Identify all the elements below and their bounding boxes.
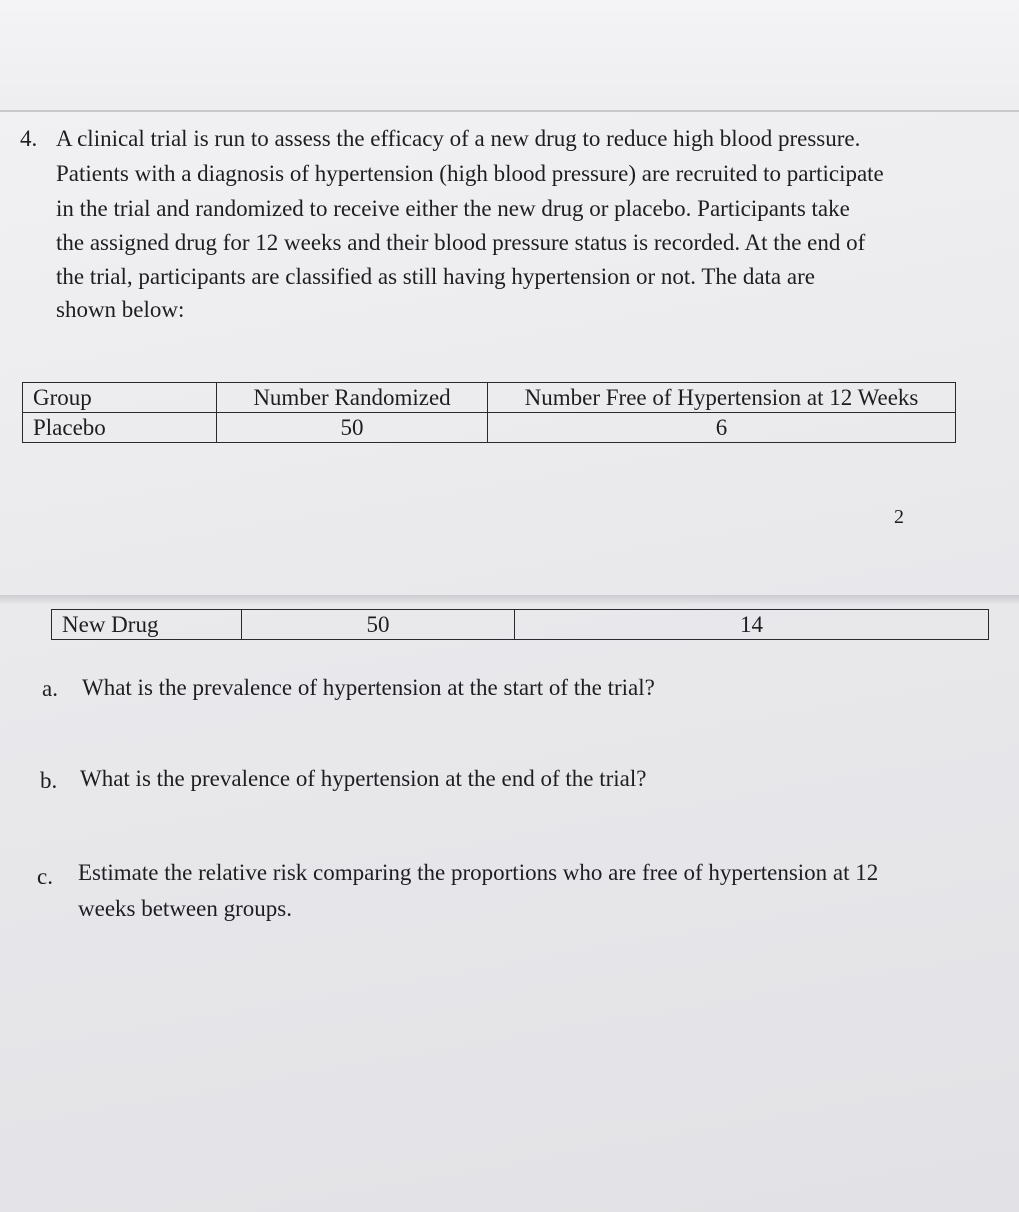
header-number-free: Number Free of Hypertension at 12 Weeks [488,383,956,413]
question-line-4: the assigned drug for 12 weeks and their blood pressure status is recorded. At the end of [56,230,866,255]
cell-group-new-drug: New Drug [52,610,242,640]
cell-randomized-placebo: 50 [217,413,488,443]
previous-page-area [0,0,1019,110]
question-line-2: Patients with a diagnosis of hypertension (high blood pressure) are recruited to participate [56,161,884,186]
subquestion-a-text: What is the prevalence of hypertension at the start of the trial? [82,675,655,700]
data-table-bottom [51,609,989,640]
data-table-top [22,382,956,443]
cell-group-placebo: Placebo [23,413,217,443]
cell-free-new-drug: 14 [515,610,989,640]
header-number-randomized: Number Randomized [217,383,488,413]
page-number: 2 [894,506,904,528]
subquestion-c-line-2: weeks between groups. [78,896,292,921]
question-line-6: shown below: [56,297,185,322]
page-fold [0,595,1019,605]
header-group: Group [23,383,217,413]
table-row [52,610,989,640]
subquestion-a-label: a. [42,676,58,701]
subquestion-b-label: b. [40,768,58,793]
subquestion-b-text: What is the prevalence of hypertension at the end of the trial? [80,766,647,791]
question-line-5: the trial, participants are classified as still having hypertension or not. The data are [56,264,815,289]
subquestion-c-line-1: Estimate the relative risk comparing the proportions who are free of hypertension at 12 [78,860,879,885]
cell-free-placebo: 6 [488,413,956,443]
cell-randomized-new-drug: 50 [242,610,515,640]
question-line-3: in the trial and randomized to receive either the new drug or placebo. Participants take [56,196,850,221]
question-line-1: A clinical trial is run to assess the efficacy of a new drug to reduce high blood pressure. [56,126,861,151]
table-row [23,413,956,443]
table-header-row [23,383,956,413]
question-number: 4. [20,126,38,151]
subquestion-c-label: c. [37,864,53,889]
